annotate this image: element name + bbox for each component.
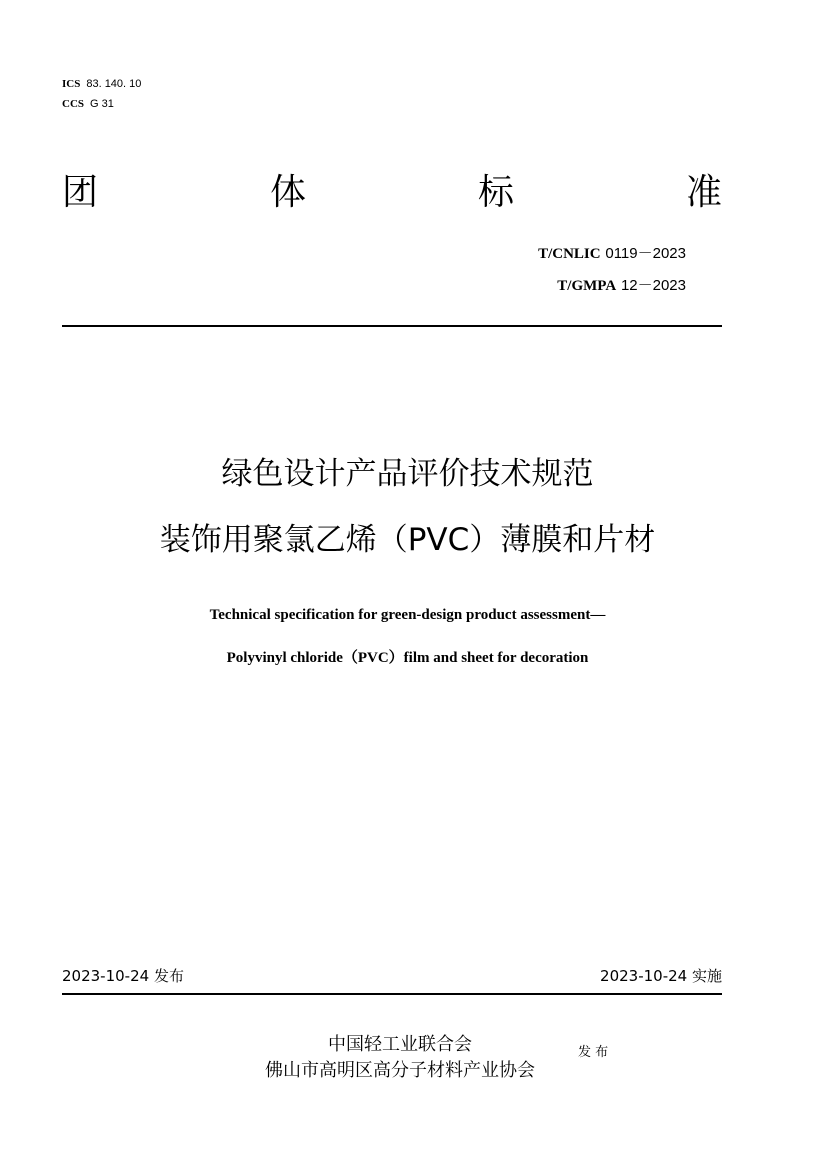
standard-type-char-1: 团 <box>62 172 99 213</box>
header-divider <box>62 325 722 327</box>
standard-type-char-3: 标 <box>477 172 514 213</box>
standard-type-heading <box>62 165 722 221</box>
standard-code-1 <box>538 242 686 263</box>
implement-date: 2023-10-24 实施 <box>600 967 722 985</box>
footer-divider <box>62 993 722 995</box>
title-cn-line2: 装饰用聚氯乙烯（PVC）薄膜和片材 <box>159 522 656 558</box>
ccs-key: CCS <box>62 98 85 110</box>
standard-type-char-4: 准 <box>685 172 722 213</box>
standard-code-1-number: 0119－2023 <box>605 245 686 262</box>
ics-line <box>62 77 141 91</box>
title-cn-line1: 绿色设计产品评价技术规范 <box>221 456 594 492</box>
standard-code-2-number: 12－2023 <box>620 277 686 294</box>
ics-key: ICS <box>62 78 81 90</box>
title-en-line1: Technical specification for green-design product assessment— <box>209 607 606 623</box>
ics-value: 83. 140. 10 <box>86 78 142 90</box>
ccs-line <box>62 97 114 111</box>
standard-code-1-prefix: T/CNLIC <box>538 246 601 262</box>
issue-date: 2023-10-24 发布 <box>62 967 184 985</box>
publish-label: 发 布 <box>578 1045 609 1060</box>
standard-code-2 <box>557 274 686 295</box>
standard-code-2-prefix: T/GMPA <box>557 278 617 294</box>
ccs-value: G 31 <box>90 98 114 110</box>
issuer-2: 佛山市高明区高分子材料产业协会 <box>265 1060 535 1081</box>
issuer-1: 中国轻工业联合会 <box>328 1034 472 1055</box>
standard-type-char-2: 体 <box>269 172 306 213</box>
title-en-line2: Polyvinyl chloride（PVC）film and sheet for decoration <box>226 650 589 666</box>
